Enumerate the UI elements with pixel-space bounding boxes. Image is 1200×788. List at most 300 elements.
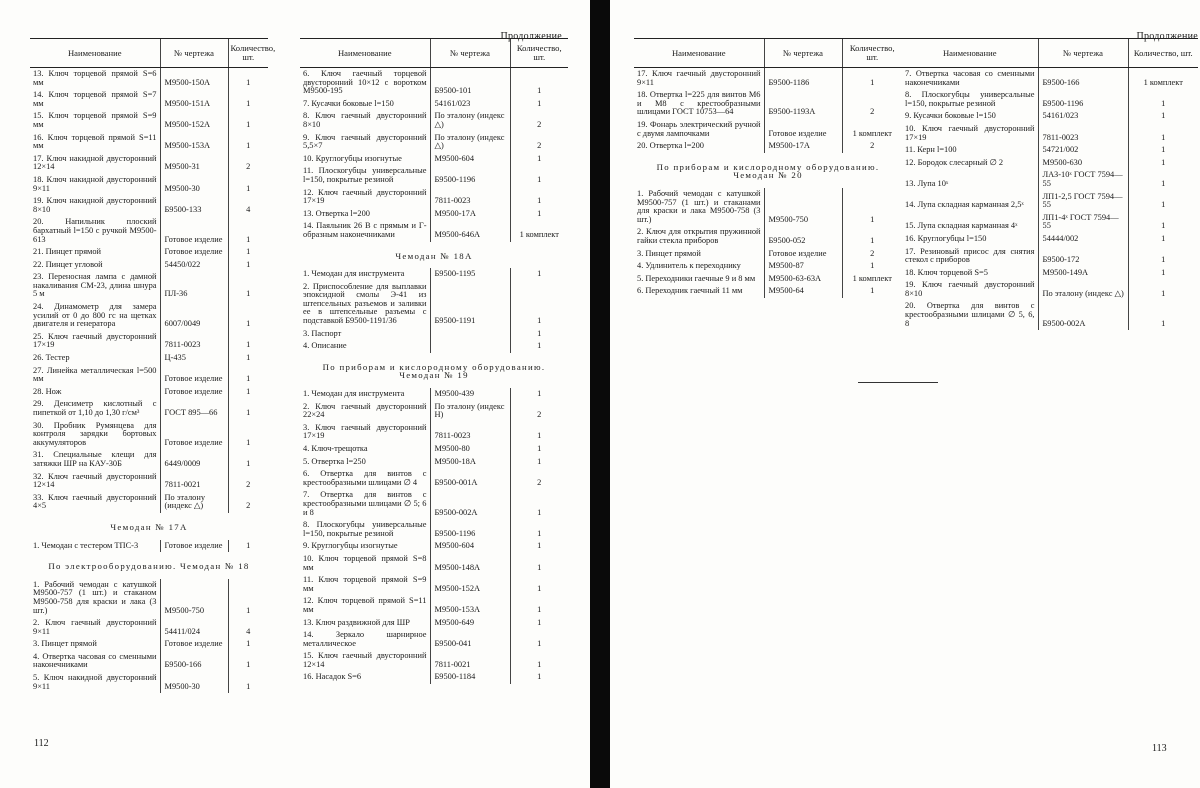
item-name: 8. Плоскогубцы универсальные l=150, покрытые резиной bbox=[905, 90, 1035, 108]
table-row bbox=[30, 153, 268, 174]
drawing-number: Б9500-1196 bbox=[430, 519, 510, 540]
item-quantity: 1 bbox=[228, 651, 268, 672]
section-heading-row bbox=[300, 353, 568, 388]
drawing-number: М9500-604 bbox=[430, 540, 510, 553]
table-row bbox=[30, 471, 268, 492]
item-quantity: 1 bbox=[1128, 191, 1198, 212]
item-name: 2. Приспособление для выплавки эпоксидной смолы Э-41 из штепсельных разъемов и заливки ее в штепсельные разъемы с подставкой Б9500-1191/36 bbox=[303, 281, 427, 326]
item-name: 3. Пинцет прямой bbox=[637, 248, 701, 258]
item-name: 9. Ключ гаечный двусторонний 5,5×7 bbox=[303, 132, 427, 151]
drawing-number: Готовое изделие bbox=[160, 420, 228, 450]
drawing-number: ПЛ-36 bbox=[160, 271, 228, 301]
drawing-number: М9500-80 bbox=[430, 443, 510, 456]
item-name: 13. Ключ торцевой прямой S=6 мм bbox=[33, 69, 157, 87]
drawing-number: 7811-0023 bbox=[430, 187, 510, 208]
table-row bbox=[634, 226, 902, 247]
table-row bbox=[300, 443, 568, 456]
item-quantity: 1 bbox=[228, 672, 268, 693]
drawing-number bbox=[430, 340, 510, 353]
item-quantity: 1 bbox=[228, 246, 268, 259]
drawing-number: М9500-17А bbox=[430, 208, 510, 221]
drawing-number: Б9500-101 bbox=[430, 68, 510, 98]
item-quantity: 1 bbox=[510, 456, 568, 469]
item-quantity: 1 bbox=[1128, 123, 1198, 144]
item-name: 4. Описание bbox=[303, 341, 347, 351]
item-name: 8. Плоскогубцы универсальные l=150, покрытые резиной bbox=[303, 520, 427, 538]
item-name: 17. Ключ накидной двусторонний 12×14 bbox=[33, 153, 157, 172]
drawing-number: М9500-150А bbox=[160, 68, 228, 90]
drawing-number: Б9500-133 bbox=[160, 195, 228, 216]
table-row bbox=[30, 174, 268, 195]
item-quantity: 1 bbox=[510, 98, 568, 111]
drawing-number: Готовое изделие bbox=[764, 119, 842, 140]
drawing-number: Готовое изделие bbox=[160, 638, 228, 651]
table-row bbox=[634, 285, 902, 298]
drawing-number: Б9500-002А bbox=[430, 489, 510, 519]
item-quantity: 1 bbox=[1128, 157, 1198, 170]
table-row bbox=[902, 212, 1198, 233]
table-row bbox=[30, 301, 268, 331]
table-row bbox=[30, 420, 268, 450]
drawing-number: М9500-63-63А bbox=[764, 273, 842, 286]
drawing-number: М9500-149А bbox=[1038, 267, 1128, 280]
parts-table bbox=[902, 38, 1198, 330]
table-row bbox=[634, 89, 902, 119]
item-quantity: 2 bbox=[510, 401, 568, 422]
item-name: 32. Ключ гаечный двусторонний 12×14 bbox=[33, 471, 157, 490]
table-row bbox=[902, 279, 1198, 300]
item-name: 11. Ключ торцевой прямой S=9 мм bbox=[303, 575, 427, 593]
col-header-name: Наименование bbox=[300, 39, 430, 68]
col-header-name: Наименование bbox=[634, 39, 764, 68]
item-name: 21. Пинцет прямой bbox=[33, 247, 102, 257]
col-header-number: № чертежа bbox=[160, 39, 228, 68]
table-row bbox=[902, 123, 1198, 144]
book-gutter bbox=[590, 0, 610, 788]
item-quantity: 1 bbox=[510, 519, 568, 540]
col-header-qty: Количество, шт. bbox=[1128, 39, 1198, 68]
item-name: 13. Отвертка l=200 bbox=[303, 208, 370, 218]
table-row bbox=[300, 519, 568, 540]
item-name: 26. Тестер bbox=[33, 353, 70, 363]
item-name: 3. Паспорт bbox=[303, 328, 342, 338]
item-name: 18. Ключ торцевой S=5 bbox=[905, 267, 988, 277]
continuation-label: Продолжение bbox=[500, 31, 562, 42]
section-heading-row bbox=[634, 153, 902, 188]
item-name: 5. Ключ накидной двусторонний 9×11 bbox=[33, 673, 157, 691]
table-row bbox=[300, 281, 568, 328]
item-quantity: 1 bbox=[1128, 89, 1198, 110]
item-name: 11. Керн l=100 bbox=[905, 145, 957, 155]
item-quantity: 1 bbox=[510, 489, 568, 519]
item-quantity: 1 bbox=[228, 259, 268, 272]
item-quantity: 1 bbox=[228, 386, 268, 399]
table-row bbox=[902, 68, 1198, 90]
drawing-number: По эталону (индекс Н) bbox=[430, 401, 510, 422]
item-quantity: 1 bbox=[1128, 110, 1198, 123]
end-rule bbox=[858, 382, 938, 383]
item-name: 27. Линейка металлическая l=500 мм bbox=[33, 365, 157, 384]
item-name: 20. Отвертка l=200 bbox=[637, 141, 704, 151]
item-quantity: 1 bbox=[228, 271, 268, 301]
drawing-number: Б9500-1191 bbox=[430, 281, 510, 328]
item-name: 1. Чемодан с тестером ТПС-3 bbox=[33, 540, 139, 550]
table-row bbox=[902, 157, 1198, 170]
item-name: 2. Ключ гаечный двусторонний 9×11 bbox=[33, 618, 157, 636]
item-name: 1. Чемодан для инструмента bbox=[303, 389, 405, 399]
item-name: 2. Ключ гаечный двусторонний 22×24 bbox=[303, 401, 427, 420]
item-quantity: 1 bbox=[1128, 144, 1198, 157]
drawing-number: 54161/023 bbox=[1038, 110, 1128, 123]
item-quantity: 2 bbox=[842, 140, 902, 153]
table-row bbox=[634, 140, 902, 153]
drawing-number: Готовое изделие bbox=[160, 540, 228, 553]
table-row bbox=[300, 388, 568, 401]
item-quantity: 1 bbox=[510, 68, 568, 98]
item-name: 12. Ключ гаечный двусторонний 17×19 bbox=[303, 187, 427, 206]
drawing-number: 54161/023 bbox=[430, 98, 510, 111]
item-quantity: 1 bbox=[510, 388, 568, 401]
item-quantity: 1 bbox=[510, 340, 568, 353]
item-name: 7. Отвертка часовая со сменными наконечниками bbox=[905, 69, 1035, 87]
item-name: 16. Насадок S=6 bbox=[303, 672, 362, 682]
drawing-number: М9500-30 bbox=[160, 672, 228, 693]
table-row bbox=[30, 246, 268, 259]
item-name: 10. Ключ торцевой прямой S=8 мм bbox=[303, 553, 427, 572]
left-page-column-1 bbox=[30, 38, 276, 693]
drawing-number: М9500-87 bbox=[764, 260, 842, 273]
item-quantity: 1 bbox=[228, 540, 268, 553]
drawing-number: Ц-435 bbox=[160, 352, 228, 365]
table-row bbox=[300, 187, 568, 208]
item-name: 13. Лупа 10ˣ bbox=[905, 178, 949, 188]
item-name: 8. Ключ гаечный двусторонний 8×10 bbox=[303, 111, 427, 129]
table-row bbox=[300, 422, 568, 443]
item-name: 20. Отвертка для винтов с крестообразными шлицами ∅ 5, 6, 8 bbox=[905, 301, 1035, 328]
table-row bbox=[902, 246, 1198, 267]
col-header-number: № чертежа bbox=[1038, 39, 1128, 68]
item-name: 16. Ключ торцевой прямой S=11 мм bbox=[33, 132, 157, 151]
table-row bbox=[300, 456, 568, 469]
table-row bbox=[300, 468, 568, 489]
item-quantity: 1 bbox=[228, 420, 268, 450]
table-row bbox=[30, 449, 268, 470]
drawing-number: Б9500-002А bbox=[1038, 300, 1128, 330]
item-name: 18. Ключ накидной двусторонний 9×11 bbox=[33, 174, 157, 193]
table-row bbox=[300, 401, 568, 422]
drawing-number: 54411/024 bbox=[160, 617, 228, 638]
drawing-number: Б9500-166 bbox=[160, 651, 228, 672]
item-quantity: 1 bbox=[228, 89, 268, 110]
parts-table bbox=[30, 38, 276, 693]
item-quantity: 4 bbox=[228, 617, 268, 638]
drawing-number bbox=[430, 328, 510, 341]
item-quantity: 1 bbox=[1128, 169, 1198, 190]
item-name: 30. Пробник Румянцева для контроля зарядки бортовых аккумуляторов bbox=[33, 420, 157, 447]
section-heading-row bbox=[30, 552, 268, 579]
col-header-number: № чертежа bbox=[430, 39, 510, 68]
item-quantity: 1 bbox=[510, 650, 568, 671]
item-quantity: 2 bbox=[228, 492, 268, 513]
drawing-number: М9500-153А bbox=[160, 132, 228, 153]
item-quantity: 1 bbox=[228, 216, 268, 246]
item-quantity: 1 bbox=[842, 285, 902, 298]
table-row bbox=[300, 671, 568, 684]
drawing-number: М9500-30 bbox=[160, 174, 228, 195]
drawing-number: М9500-750 bbox=[764, 188, 842, 226]
section-heading-row bbox=[300, 242, 568, 269]
table-row bbox=[902, 300, 1198, 330]
right-page-column-1 bbox=[634, 38, 902, 298]
table-row bbox=[30, 492, 268, 513]
drawing-number: Б9500-1195 bbox=[430, 268, 510, 281]
item-name: 14. Зеркало шарнирное металлическое bbox=[303, 630, 427, 648]
col-header-name: Наименование bbox=[30, 39, 160, 68]
drawing-number: По эталону (индекс △) bbox=[160, 492, 228, 513]
drawing-number: М9500-17А bbox=[764, 140, 842, 153]
table-row bbox=[300, 328, 568, 341]
drawing-number: 7811-0023 bbox=[1038, 123, 1128, 144]
drawing-number: М9500-18А bbox=[430, 456, 510, 469]
table-row bbox=[902, 144, 1198, 157]
drawing-number: 7811-0023 bbox=[160, 331, 228, 352]
table-row bbox=[30, 672, 268, 693]
table-row bbox=[30, 365, 268, 386]
drawing-number: 6449/0009 bbox=[160, 449, 228, 470]
table-row bbox=[902, 233, 1198, 246]
item-name: 10. Ключ гаечный двусторонний 17×19 bbox=[905, 123, 1035, 142]
section-heading-row bbox=[30, 513, 268, 540]
item-quantity: 1 комплект bbox=[1128, 68, 1198, 90]
item-name: 28. Нож bbox=[33, 386, 62, 396]
item-quantity: 2 bbox=[510, 132, 568, 153]
table-row bbox=[634, 260, 902, 273]
item-quantity: 4 bbox=[228, 195, 268, 216]
table-row bbox=[30, 195, 268, 216]
item-quantity: 1 комплект bbox=[510, 220, 568, 241]
item-quantity: 1 bbox=[842, 188, 902, 226]
left-page-column-2 bbox=[300, 38, 568, 684]
item-quantity: 1 комплект bbox=[842, 119, 902, 140]
table-row bbox=[300, 489, 568, 519]
table-row bbox=[30, 132, 268, 153]
drawing-number: 7811-0021 bbox=[160, 471, 228, 492]
item-quantity: 2 bbox=[510, 468, 568, 489]
item-quantity: 1 bbox=[228, 68, 268, 90]
table-row bbox=[634, 68, 902, 90]
table-row bbox=[30, 89, 268, 110]
col-header-qty: Количество, шт. bbox=[510, 39, 568, 68]
item-quantity: 1 bbox=[228, 352, 268, 365]
item-name: 17. Ключ гаечный двусторонний 9×11 bbox=[637, 69, 761, 87]
item-quantity: 1 bbox=[510, 268, 568, 281]
item-quantity: 1 bbox=[228, 174, 268, 195]
table-row bbox=[300, 68, 568, 98]
item-name: 1. Рабочий чемодан с катушкой М9500-757 (1 шт.) и стаканами для краски и лака М9500-758 (3 шт.) bbox=[637, 188, 761, 224]
drawing-number: По эталону (индекс △) bbox=[1038, 279, 1128, 300]
table-row bbox=[634, 273, 902, 286]
drawing-number: 6007/0049 bbox=[160, 301, 228, 331]
item-name: 3. Ключ гаечный двусторонний 17×19 bbox=[303, 422, 427, 441]
table-row bbox=[300, 553, 568, 574]
section-heading: Чемодан № 17А bbox=[110, 521, 188, 532]
table-row bbox=[300, 268, 568, 281]
item-quantity: 1 bbox=[842, 68, 902, 90]
table-row bbox=[300, 165, 568, 186]
item-quantity: 1 bbox=[842, 260, 902, 273]
drawing-number: ГОСТ 895—66 bbox=[160, 398, 228, 419]
item-name: 15. Лупа складная карманная 4ˣ bbox=[905, 221, 1018, 231]
table-row bbox=[634, 248, 902, 261]
item-name: 1. Чемодан для инструмента bbox=[303, 269, 405, 279]
item-name: 15. Ключ гаечный двусторонний 12×14 bbox=[303, 651, 427, 669]
item-name: 20. Напильник плоский бархатный l=150 с ручкой М9500-613 bbox=[33, 217, 157, 244]
table-row bbox=[300, 629, 568, 650]
item-name: 14. Паяльник 26 В с прямым и Г-образным наконечниками bbox=[303, 221, 427, 239]
drawing-number: Готовое изделие bbox=[764, 248, 842, 261]
section-heading: Чемодан № 18А bbox=[395, 250, 473, 261]
table-row bbox=[300, 540, 568, 553]
drawing-number: По эталону (индекс △) bbox=[430, 132, 510, 153]
table-row bbox=[30, 540, 268, 553]
item-name: 15. Ключ торцевой прямой S=9 мм bbox=[33, 111, 157, 129]
table-row bbox=[300, 208, 568, 221]
drawing-number: Б9500-052 bbox=[764, 226, 842, 247]
drawing-number: Б9500-1193А bbox=[764, 89, 842, 119]
item-quantity: 1 bbox=[510, 595, 568, 616]
item-name: 4. Удлинитель к переходнику bbox=[637, 261, 741, 271]
item-quantity: 1 bbox=[510, 553, 568, 574]
table-row bbox=[300, 98, 568, 111]
item-quantity: 1 bbox=[228, 110, 268, 131]
col-header-name: Наименование bbox=[902, 39, 1038, 68]
item-name: 4. Отвертка часовая со сменными наконечниками bbox=[33, 651, 157, 670]
item-quantity: 1 bbox=[228, 331, 268, 352]
item-name: 19. Ключ накидной двусторонний 8×10 bbox=[33, 196, 157, 214]
drawing-number: М9500-148А bbox=[430, 553, 510, 574]
table-row bbox=[30, 110, 268, 131]
section-heading: По электрооборудованию. Чемодан № 18 bbox=[48, 561, 250, 572]
item-quantity: 1 комплект bbox=[842, 273, 902, 286]
drawing-number: М9500-649 bbox=[430, 617, 510, 630]
drawing-number: М9500-152А bbox=[430, 574, 510, 595]
drawing-number: Б9500-1184 bbox=[430, 671, 510, 684]
item-name: 19. Фонарь электрический ручной с двумя лампочками bbox=[637, 119, 761, 138]
table-row bbox=[30, 398, 268, 419]
item-name: 6. Ключ гаечный торцевой двусторонний 10×12 с воротком М9500-195 bbox=[303, 69, 427, 96]
drawing-number: По эталону (индекс △) bbox=[430, 110, 510, 131]
item-quantity: 1 bbox=[1128, 300, 1198, 330]
table-row bbox=[30, 271, 268, 301]
drawing-number: Б9500-001А bbox=[430, 468, 510, 489]
item-name: 14. Ключ торцевой прямой S=7 мм bbox=[33, 90, 157, 108]
item-quantity: 1 bbox=[510, 629, 568, 650]
item-name: 19. Ключ гаечный двусторонний 8×10 bbox=[905, 280, 1035, 298]
item-name: 29. Денсиметр кислотный с пипеткой от 1,10 до 1,30 г/см³ bbox=[33, 399, 157, 417]
item-quantity: 1 bbox=[510, 617, 568, 630]
item-quantity: 1 bbox=[510, 422, 568, 443]
table-row bbox=[30, 651, 268, 672]
item-name: 5. Отвертка l=250 bbox=[303, 456, 366, 466]
table-row bbox=[30, 331, 268, 352]
drawing-number: 54450/022 bbox=[160, 259, 228, 272]
drawing-number: Готовое изделие bbox=[160, 365, 228, 386]
table-row bbox=[300, 132, 568, 153]
section-heading: По приборам и кислородному оборудованию. Чемодан № 20 bbox=[656, 161, 880, 181]
table-row bbox=[30, 579, 268, 617]
table-row bbox=[300, 650, 568, 671]
drawing-number: М9500-439 bbox=[430, 388, 510, 401]
item-name: 17. Резиновый присос для снятия стекол с приборов bbox=[905, 246, 1035, 265]
item-quantity: 1 bbox=[228, 449, 268, 470]
item-name: 4. Ключ-трещотка bbox=[303, 444, 368, 453]
item-quantity: 1 bbox=[510, 208, 568, 221]
item-name: 9. Кусачки боковые l=150 bbox=[905, 111, 996, 121]
item-quantity: 1 bbox=[1128, 246, 1198, 267]
item-quantity: 1 bbox=[510, 671, 568, 684]
table-row bbox=[902, 110, 1198, 123]
item-quantity: 1 bbox=[228, 398, 268, 419]
table-row bbox=[902, 267, 1198, 280]
table-row bbox=[30, 68, 268, 90]
col-header-qty: Количество, шт. bbox=[842, 39, 902, 68]
drawing-number: М9500-153А bbox=[430, 595, 510, 616]
item-name: 24. Динамометр для замера усилий от 0 до 800 гс на щетках двигателя и генератора bbox=[33, 302, 157, 329]
drawing-number: 54721/002 bbox=[1038, 144, 1128, 157]
drawing-number: Б9500-1196 bbox=[1038, 89, 1128, 110]
table-row bbox=[30, 617, 268, 638]
drawing-number: М9500-31 bbox=[160, 153, 228, 174]
continuation-label: Продолжение bbox=[1136, 31, 1198, 42]
item-quantity: 1 bbox=[228, 579, 268, 617]
right-page bbox=[610, 0, 1200, 788]
item-name: 11. Плоскогубцы универсальные l=150, покрытые резиной bbox=[303, 166, 427, 184]
item-name: 9. Круглогубцы изогнутые bbox=[303, 541, 398, 551]
item-quantity: 2 bbox=[842, 89, 902, 119]
item-name: 6. Переходник гаечный 11 мм bbox=[637, 286, 743, 296]
item-name: 31. Специальные клещи для затяжки ШР на КАУ-30Б bbox=[33, 450, 157, 468]
item-name: 10. Круглогубцы изогнутые bbox=[303, 153, 402, 163]
drawing-number: Готовое изделие bbox=[160, 386, 228, 399]
item-name: 14. Лупа складная карманная 2,5ˣ bbox=[905, 200, 1024, 210]
item-quantity: 1 bbox=[1128, 279, 1198, 300]
table-row bbox=[30, 216, 268, 246]
item-quantity: 1 bbox=[1128, 267, 1198, 280]
drawing-number: Б9500-166 bbox=[1038, 68, 1128, 90]
item-name: 12. Бородок слесарный ∅ 2 bbox=[905, 157, 1004, 167]
drawing-number: М9500-630 bbox=[1038, 157, 1128, 170]
item-quantity: 1 bbox=[510, 443, 568, 456]
col-header-qty: Количество, шт. bbox=[228, 39, 268, 68]
drawing-number: Готовое изделие bbox=[160, 246, 228, 259]
item-quantity: 1 bbox=[228, 365, 268, 386]
item-quantity: 1 bbox=[510, 281, 568, 328]
item-name: 7. Кусачки боковые l=150 bbox=[303, 98, 394, 108]
item-quantity: 1 bbox=[510, 328, 568, 341]
drawing-number: М9500-152А bbox=[160, 110, 228, 131]
item-name: 7. Отвертка для винтов с крестообразными шлицами ∅ 5; 6 и 8 bbox=[303, 490, 427, 517]
item-quantity: 1 bbox=[228, 638, 268, 651]
item-quantity: 1 bbox=[228, 301, 268, 331]
drawing-number: М9500-151А bbox=[160, 89, 228, 110]
item-quantity: 1 bbox=[1128, 212, 1198, 233]
table-row bbox=[634, 188, 902, 226]
item-name: 23. Переносная лампа с дамной накаливания СМ-23, длина шнура 5 м bbox=[33, 272, 157, 299]
item-name: 12. Ключ торцевой прямой S=11 мм bbox=[303, 596, 427, 614]
right-page-column-2 bbox=[902, 38, 1198, 330]
table-row bbox=[30, 352, 268, 365]
table-row bbox=[300, 595, 568, 616]
